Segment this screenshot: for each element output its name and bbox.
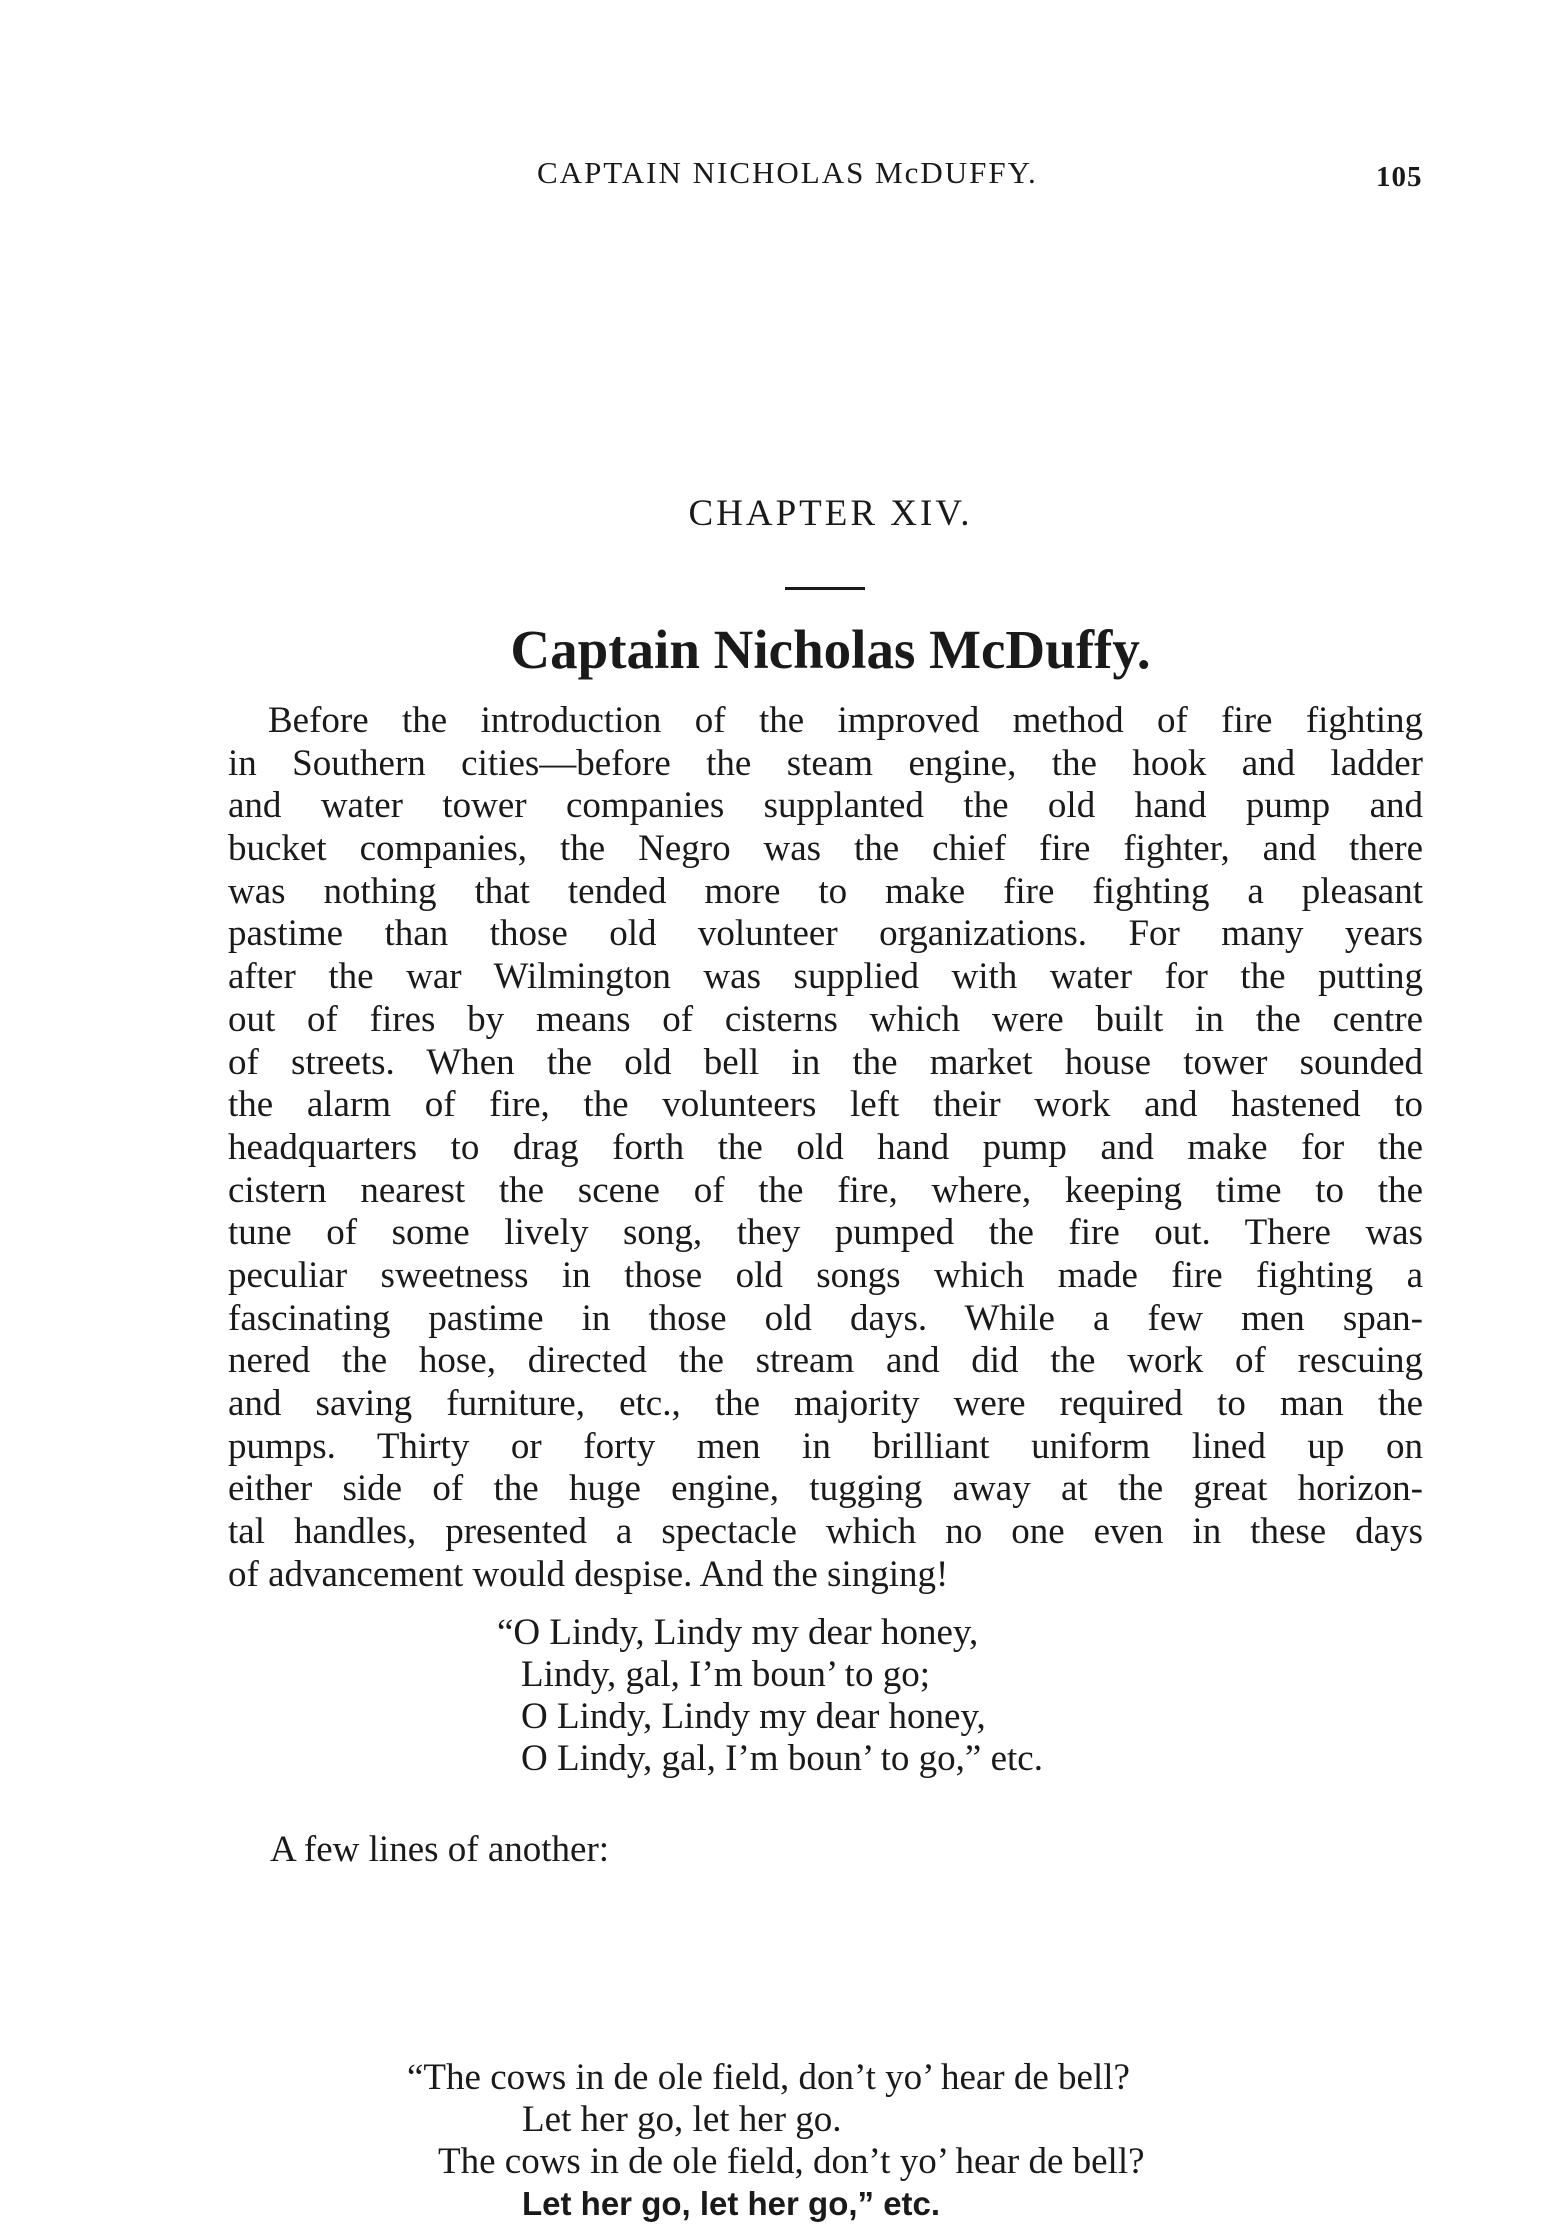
paragraph-line: out of fires by means of cisterns which were built in the centre	[228, 998, 1423, 1040]
paragraph-line: the alarm of fire, the volunteers left their work and hastened to	[228, 1084, 1423, 1126]
paragraph-line: fascinating pastime in those old days. While a few men span-	[228, 1297, 1423, 1339]
running-head: CAPTAIN NICHOLAS McDUFFY.	[537, 155, 1038, 190]
paragraph-line: pastime than those old volunteer organizations. For many years	[228, 913, 1423, 955]
verse-line: O Lindy, gal, I’m boun’ to go,” etc.	[521, 1738, 1043, 1779]
paragraph-line: nered the hose, directed the stream and did the work of rescuing	[228, 1340, 1423, 1382]
paragraph-line: bucket companies, the Negro was the chief fire fighter, and there	[228, 828, 1423, 870]
paragraph-line: tal handles, presented a spectacle which no one even in these days	[228, 1511, 1423, 1553]
paragraph-line: and water tower companies supplanted the old hand pump and	[228, 785, 1423, 827]
verse-line: The cows in de ole field, don’t yo’ hear de bell?	[438, 2141, 1145, 2182]
verse-line: Let her go, let her go.	[522, 2099, 842, 2140]
paragraph-line: was nothing that tended more to make fire fighting a pleasant	[228, 870, 1423, 912]
body-paragraph	[228, 700, 1423, 1596]
verse-line: Let her go, let her go,” etc.	[522, 2185, 941, 2222]
paragraph-line: cistern nearest the scene of the fire, where, keeping time to the	[228, 1169, 1423, 1211]
page-number: 105	[1376, 161, 1423, 193]
verse-line: “The cows in de ole field, don’t yo’ hear de bell?	[407, 2057, 1130, 2098]
chapter-title: Captain Nicholas McDuffy.	[510, 619, 1151, 680]
verse-line: Lindy, gal, I’m boun’ to go;	[521, 1654, 930, 1695]
paragraph-line: tune of some lively song, they pumped the fire out. There was	[228, 1212, 1423, 1254]
chapter-divider-rule	[785, 587, 865, 590]
paragraph-line: peculiar sweetness in those old songs which made fire fighting a	[228, 1254, 1423, 1296]
paragraph-line: of streets. When the old bell in the market house tower sounded	[228, 1041, 1423, 1083]
paragraph-line: in Southern cities—before the steam engine, the hook and ladder	[228, 742, 1423, 784]
verse-line: O Lindy, Lindy my dear honey,	[521, 1696, 986, 1737]
paragraph-line: headquarters to drag forth the old hand pump and make for the	[228, 1126, 1423, 1168]
verse-line: “O Lindy, Lindy my dear honey,	[497, 1612, 979, 1653]
paragraph-line: after the war Wilmington was supplied with water for the putting	[228, 956, 1423, 998]
paragraph-line: of advancement would despise. And the singing!	[228, 1553, 949, 1595]
intro-another-song: A few lines of another:	[270, 1829, 610, 1870]
paragraph-line: Before the introduction of the improved method of fire fighting	[268, 700, 1423, 741]
paragraph-line: pumps. Thirty or forty men in brilliant uniform lined up on	[228, 1425, 1423, 1467]
paragraph-line: either side of the huge engine, tugging away at the great horizon-	[228, 1468, 1423, 1510]
chapter-label: CHAPTER XIV.	[688, 493, 973, 534]
paragraph-line: and saving furniture, etc., the majority were required to man the	[228, 1383, 1423, 1424]
